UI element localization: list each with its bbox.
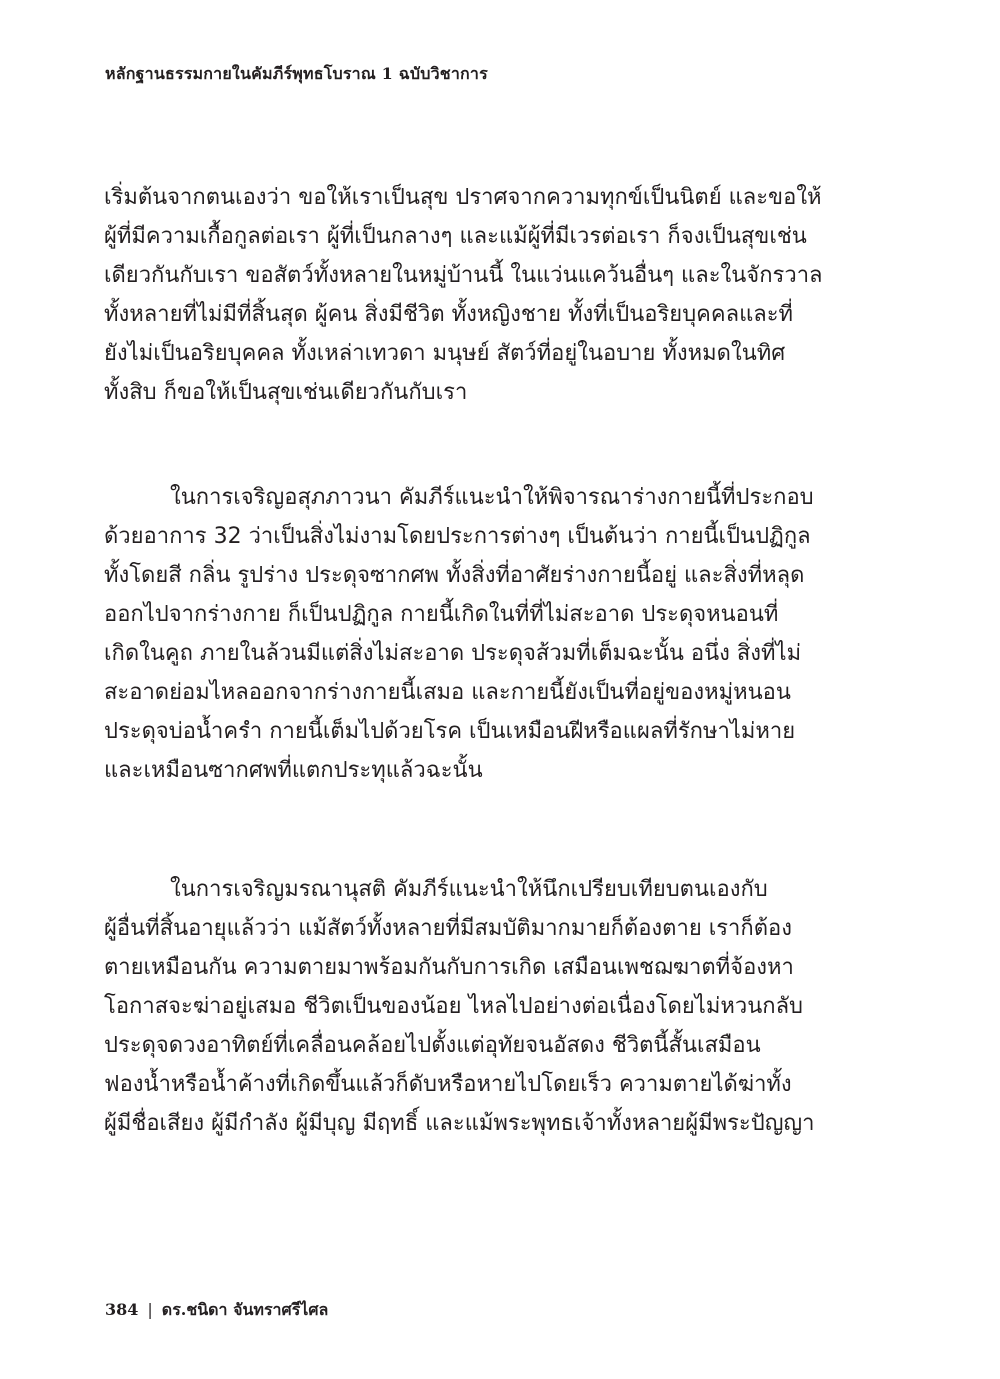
text-line: เกิดในคูถ ภายในล้วนมีแต่สิ่งไม่สะอาด ประดุจส้วมที่เต็มฉะนั้น อนึ่ง สิ่งที่ไม่ bbox=[104, 641, 802, 666]
paragraph-asubha bbox=[104, 478, 862, 790]
text-line: ในการเจริญมรณานุสติ คัมภีร์แนะนำให้นึกเปรียบเทียบตนเองกับ bbox=[170, 877, 768, 902]
paragraph-maranasati bbox=[104, 870, 862, 1143]
paragraph-metta bbox=[104, 178, 862, 412]
text-line: ผู้ที่มีความเกื้อกูลต่อเรา ผู้ที่เป็นกลางๆ และแม้ผู้ที่มีเวรต่อเรา ก็จงเป็นสุขเช่น bbox=[104, 224, 807, 249]
text-line: เดียวกันกับเรา ขอสัตว์ทั้งหลายในหมู่บ้านนี้ ในแว่นแคว้นอื่นๆ และในจักรวาล bbox=[104, 263, 823, 288]
text-line: ผู้มีชื่อเสียง ผู้มีกำลัง ผู้มีบุญ มีฤทธิ์ และแม้พระพุทธเจ้าทั้งหลายผู้มีพระปัญญา bbox=[104, 1111, 815, 1136]
text-line: ทั้งสิบ ก็ขอให้เป็นสุขเช่นเดียวกันกับเรา bbox=[104, 380, 468, 405]
text-line: สะอาดย่อมไหลออกจากร่างกายนี้เสมอ และกายนี้ยังเป็นที่อยู่ของหมู่หนอน bbox=[104, 680, 791, 705]
page-number: 384 bbox=[105, 1300, 139, 1319]
text-line: ยังไม่เป็นอริยบุคคล ทั้งเหล่าเทวดา มนุษย์ สัตว์ที่อยู่ในอบาย ทั้งหมดในทิศ bbox=[104, 341, 786, 366]
running-header bbox=[105, 62, 488, 87]
text-line: ออกไปจากร่างกาย ก็เป็นปฏิกูล กายนี้เกิดในที่ที่ไม่สะอาด ประดุจหนอนที่ bbox=[104, 602, 779, 627]
text-line: ทั้งโดยสี กลิ่น รูปร่าง ประดุจซากศพ ทั้งสิ่งที่อาศัยร่างกายนี้อยู่ และสิ่งที่หลุด bbox=[104, 563, 805, 588]
footer-separator: | bbox=[147, 1300, 153, 1319]
author-name: ดร.ชนิดา จันทราศรีไศล bbox=[161, 1300, 329, 1319]
text-line: และเหมือนซากศพที่แตกประทุแล้วฉะนั้น bbox=[104, 758, 483, 783]
text-line: เริ่มต้นจากตนเองว่า ขอให้เราเป็นสุข ปราศจากความทุกข์เป็นนิตย์ และขอให้ bbox=[104, 185, 822, 210]
text-line: ด้วยอาการ 32 ว่าเป็นสิ่งไม่งามโดยประการต่างๆ เป็นต้นว่า กายนี้เป็นปฏิกูล bbox=[104, 524, 811, 549]
book-title: หลักฐานธรรมกายในคัมภีร์พุทธโบราณ 1 ฉบับวิชาการ bbox=[105, 64, 488, 83]
text-line: ทั้งหลายที่ไม่มีที่สิ้นสุด ผู้คน สิ่งมีชีวิต ทั้งหญิงชาย ทั้งที่เป็นอริยบุคคลและที่ bbox=[104, 302, 794, 327]
text-line: ฟองน้ำหรือน้ำค้างที่เกิดขึ้นแล้วก็ดับหรือหายไปโดยเร็ว ความตายได้ฆ่าทั้ง bbox=[104, 1072, 792, 1097]
text-line: โอกาสจะฆ่าอยู่เสมอ ชีวิตเป็นของน้อย ไหลไปอย่างต่อเนื่องโดยไม่หวนกลับ bbox=[104, 994, 804, 1019]
text-line: ประดุจดวงอาทิตย์ที่เคลื่อนคล้อยไปตั้งแต่อุทัยจนอัสดง ชีวิตนี้สั้นเสมือน bbox=[104, 1033, 761, 1058]
text-line: ประดุจบ่อน้ำครำ กายนี้เต็มไปด้วยโรค เป็นเหมือนฝีหรือแผลที่รักษาไม่หาย bbox=[104, 719, 796, 744]
text-line: ตายเหมือนกัน ความตายมาพร้อมกันกับการเกิด เสมือนเพชฌฆาตที่จ้องหา bbox=[104, 955, 794, 980]
page-footer bbox=[105, 1298, 328, 1323]
text-line: ผู้อื่นที่สิ้นอายุแล้วว่า แม้สัตว์ทั้งหลายที่มีสมบัติมากมายก็ต้องตาย เราก็ต้อง bbox=[104, 916, 792, 941]
text-line: ในการเจริญอสุภภาวนา คัมภีร์แนะนำให้พิจารณาร่างกายนี้ที่ประกอบ bbox=[170, 485, 814, 510]
